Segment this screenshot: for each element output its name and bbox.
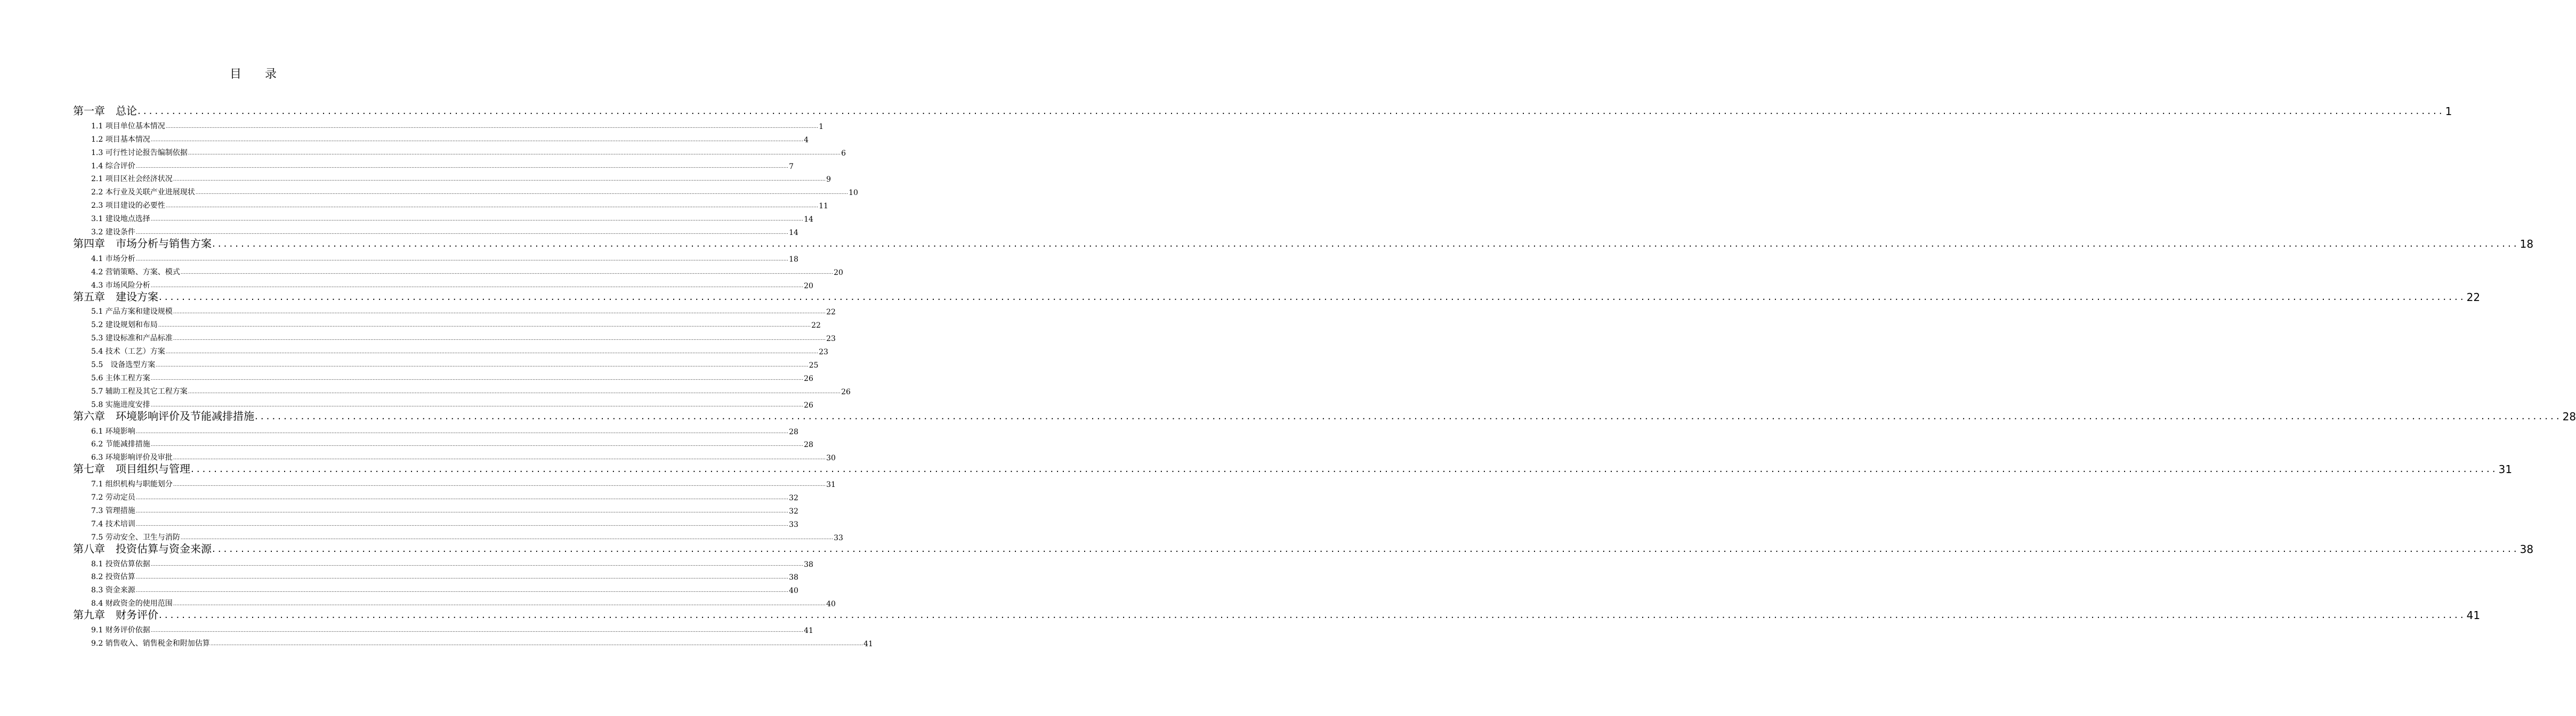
toc-section-entry[interactable] — [91, 173, 831, 184]
toc-entry-label: 第六章 环境影响评价及节能减排措施 — [73, 409, 254, 422]
toc-dot-leader: ................................................................................................................................................................................................................................................................................................................................................................................................................ — [195, 190, 849, 196]
toc-dot-leader: ................................................................................................................................................................................................................................................................................................................................................................................................................ — [173, 336, 826, 342]
toc-page-number: 31 — [2498, 463, 2513, 476]
toc-page-number: 23 — [826, 335, 836, 344]
toc-page-number: 41 — [804, 626, 813, 635]
toc-page-number: 38 — [2520, 542, 2534, 556]
toc-entry-label: 8.2 投资估算 — [91, 573, 135, 582]
toc-section-entry[interactable] — [91, 306, 836, 317]
toc-entry-label: 第七章 项目组织与管理 — [73, 462, 190, 476]
toc-dot-leader: ................................................................................................................................................................................................................................................................................................................................................................................................................ — [188, 150, 841, 156]
toc-entry-label: 4.3 市场风险分析 — [91, 281, 150, 290]
toc-dot-leader: ................................................................................................................................................................................................................................................................................................................................................................................................................ — [165, 204, 819, 209]
toc-section-entry[interactable] — [91, 332, 836, 344]
toc-page-number: 18 — [2520, 237, 2534, 250]
toc-section-entry[interactable] — [91, 134, 809, 144]
toc-dot-leader: ................................................................................................................................................................................................................................................................................................................................................................................................................ — [165, 124, 819, 129]
toc-entry-label: 2.2 本行业及关联产业进展现状 — [91, 188, 195, 197]
toc-entry-label: 5.2 建设规划和布局 — [91, 321, 158, 330]
toc-section-entry[interactable] — [91, 160, 794, 171]
toc-section-entry[interactable] — [91, 505, 798, 516]
toc-entry-label: 第五章 建设方案 — [73, 290, 158, 303]
toc-page-number: 7 — [789, 162, 794, 171]
toc-entry-label: 7.5 劳动安全、卫生与消防 — [91, 533, 180, 542]
toc-chapter-entry[interactable] — [73, 408, 2576, 423]
toc-section-entry[interactable] — [91, 319, 821, 330]
toc-page-number: 9 — [826, 175, 831, 184]
toc-dot-leader: ................................................................................................................................................................................................................................................................................................................................................................................................................ — [173, 310, 826, 315]
toc-page-number: 28 — [789, 427, 798, 436]
toc-page-number: 40 — [826, 600, 836, 609]
toc-entry-label: 7.1 组织机构与职能划分 — [91, 480, 173, 489]
toc-section-entry[interactable] — [91, 213, 813, 224]
toc-section-entry[interactable] — [91, 624, 813, 635]
toc-chapter-entry[interactable] — [73, 235, 2534, 250]
toc-entry-label: 7.2 劳动定员 — [91, 493, 135, 502]
toc-page-number: 26 — [804, 374, 813, 383]
toc-entry-label: 2.3 项目建设的必要性 — [91, 201, 165, 210]
toc-dot-leader: ................................................................................................................................................................................................................................................................................................................................................................................................................ — [180, 270, 834, 275]
toc-entry-label: 9.2 销售收入、销售税金和附加估算 — [91, 639, 210, 648]
toc-page-number: 6 — [841, 149, 846, 158]
toc-section-entry[interactable] — [91, 558, 813, 569]
toc-page-number: 33 — [834, 533, 843, 542]
toc-entry-label: 第一章 总论 — [73, 104, 137, 117]
toc-page-number: 1 — [819, 122, 823, 131]
toc-dot-leader: ................................................................................................................................................................................................................................................................................................................................................................................................................ — [173, 601, 826, 607]
toc-page-number: 26 — [804, 401, 813, 410]
toc-entry-label: 2.1 项目区社会经济状况 — [91, 175, 173, 184]
toc-section-entry[interactable] — [91, 346, 828, 357]
toc-entry-label: 9.1 财务评价依据 — [91, 626, 150, 634]
toc-page-number: 32 — [789, 507, 798, 516]
toc-section-entry[interactable] — [91, 200, 828, 211]
toc-entry-label: 5.3 建设标准和产品标准 — [91, 334, 173, 343]
toc-entry-label: 5.8 实施进度安排 — [91, 400, 150, 409]
toc-section-entry[interactable] — [91, 426, 798, 436]
toc-dot-leader: ................................................................................................................................................................................................................................................................................................................................................................................................................ — [158, 323, 811, 329]
toc-entry-label: 6.2 节能减排措施 — [91, 440, 150, 449]
toc-dot-leader: ................................................................................................................................................................................................................................................................................................................................................................................................................ — [150, 217, 804, 223]
toc-page-number: 38 — [789, 573, 798, 582]
toc-entry-label: 8.4 财政资金的使用范围 — [91, 599, 173, 608]
toc-dot-leader: ................................................................................................................................................................................................................................................................................................................................................................................................................ — [138, 105, 2445, 117]
toc-entry-label: 4.2 营销策略、方案、模式 — [91, 267, 180, 276]
toc-page-number: 33 — [789, 520, 798, 529]
toc-dot-leader: ................................................................................................................................................................................................................................................................................................................................................................................................................ — [188, 389, 841, 395]
toc-page-number: 41 — [2466, 609, 2481, 622]
toc-dot-leader: ................................................................................................................................................................................................................................................................................................................................................................................................................ — [135, 508, 789, 514]
toc-dot-leader: ................................................................................................................................................................................................................................................................................................................................................................................................................ — [150, 376, 804, 381]
toc-dot-leader: ................................................................................................................................................................................................................................................................................................................................................................................................................ — [159, 291, 2466, 303]
toc-entry-label: 第八章 投资估算与资金来源 — [73, 542, 212, 555]
toc-chapter-entry[interactable] — [73, 607, 2481, 622]
toc-page-number: 22 — [811, 321, 821, 330]
toc-page-number: 26 — [841, 387, 851, 396]
toc-entry-label: 5.6 主体工程方案 — [91, 373, 150, 383]
toc-entry-label: 1.1 项目单位基本情况 — [91, 121, 165, 131]
toc-section-entry[interactable] — [91, 147, 846, 158]
toc-section-entry[interactable] — [91, 359, 819, 370]
toc-dot-leader: ................................................................................................................................................................................................................................................................................................................................................................................................................ — [255, 410, 2562, 422]
toc-dot-leader: ................................................................................................................................................................................................................................................................................................................................................................................................................ — [135, 429, 789, 435]
toc-page-number: 32 — [789, 494, 798, 502]
toc-page-number: 41 — [863, 639, 873, 648]
toc-entry-label: 5.7 辅助工程及其它工程方案 — [91, 387, 188, 396]
toc-entry-label: 1.2 项目基本情况 — [91, 135, 150, 144]
toc-entry-label: 7.4 技术培训 — [91, 519, 135, 528]
toc-page-number: 38 — [804, 560, 813, 569]
toc-dot-leader: ................................................................................................................................................................................................................................................................................................................................................................................................................ — [135, 588, 789, 594]
toc-entry-label: 1.3 可行性讨论报告编制依据 — [91, 148, 188, 157]
toc-section-entry[interactable] — [91, 492, 798, 502]
toc-page-number: 28 — [804, 441, 813, 450]
toc-dot-leader: ................................................................................................................................................................................................................................................................................................................................................................................................................ — [135, 256, 789, 262]
toc-dot-leader: ................................................................................................................................................................................................................................................................................................................................................................................................................ — [156, 363, 809, 368]
toc-entry-label: 6.3 环境影响评价及审批 — [91, 453, 173, 462]
toc-dot-leader: ................................................................................................................................................................................................................................................................................................................................................................................................................ — [150, 562, 804, 567]
toc-page-number: 25 — [809, 361, 819, 370]
toc-chapter-entry[interactable] — [73, 541, 2534, 556]
toc-page-number: 14 — [789, 229, 798, 237]
toc-dot-leader: ................................................................................................................................................................................................................................................................................................................................................................................................................ — [150, 628, 804, 633]
toc-dot-leader: ................................................................................................................................................................................................................................................................................................................................................................................................................ — [165, 349, 819, 355]
toc-entry-label: 3.1 建设地点选择 — [91, 215, 150, 224]
toc-section-entry[interactable] — [91, 266, 843, 277]
toc-page-number: 30 — [826, 454, 836, 463]
toc-entry-label: 7.3 管理措施 — [91, 506, 135, 515]
toc-dot-leader: ................................................................................................................................................................................................................................................................................................................................................................................................................ — [173, 482, 826, 488]
toc-page-number: 1 — [2445, 104, 2452, 118]
toc-entry-label: 6.1 环境影响 — [91, 427, 135, 436]
toc-page-number: 40 — [789, 587, 798, 596]
toc-dot-leader: ................................................................................................................................................................................................................................................................................................................................................................................................................ — [135, 230, 789, 235]
toc-page-number: 28 — [2562, 410, 2576, 423]
toc-dot-leader: ................................................................................................................................................................................................................................................................................................................................................................................................................ — [212, 543, 2520, 555]
toc-page-number: 22 — [826, 308, 836, 317]
toc-page-number: 20 — [804, 281, 813, 290]
toc-section-entry[interactable] — [91, 386, 851, 396]
toc-entry-label: 3.2 建设条件 — [91, 228, 135, 237]
toc-section-entry[interactable] — [91, 186, 858, 198]
toc-section-entry[interactable] — [91, 584, 798, 596]
toc-page-number: 22 — [2466, 290, 2481, 304]
toc-chapter-entry[interactable] — [73, 461, 2513, 476]
toc-dot-leader: ................................................................................................................................................................................................................................................................................................................................................................................................................ — [150, 283, 804, 289]
toc-dot-leader: ................................................................................................................................................................................................................................................................................................................................................................................................................ — [135, 164, 789, 169]
toc-dot-leader: ................................................................................................................................................................................................................................................................................................................................................................................................................ — [173, 177, 826, 183]
toc-entry-label: 5.5 设备选型方案 — [91, 361, 156, 369]
toc-entry-label: 8.1 投资估算依据 — [91, 559, 150, 568]
toc-entry-label: 8.3 资金来源 — [91, 586, 135, 595]
toc-dot-leader: ................................................................................................................................................................................................................................................................................................................................................................................................................ — [191, 463, 2498, 475]
toc-section-entry[interactable] — [91, 253, 798, 264]
toc-page-number: 18 — [789, 255, 798, 264]
toc-dot-leader: ................................................................................................................................................................................................................................................................................................................................................................................................................ — [150, 442, 804, 448]
toc-entry-label: 1.4 综合评价 — [91, 161, 135, 170]
toc-page-number: 10 — [849, 189, 858, 198]
toc-dot-leader: ................................................................................................................................................................................................................................................................................................................................................................................................................ — [150, 402, 804, 408]
toc-entry-label: 4.1 市场分析 — [91, 254, 135, 263]
toc-section-entry[interactable] — [91, 478, 836, 490]
toc-section-entry[interactable] — [91, 372, 813, 383]
toc-page-number: 11 — [819, 202, 828, 211]
toc-dot-leader: ................................................................................................................................................................................................................................................................................................................................................................................................................ — [173, 455, 826, 461]
toc-chapter-entry[interactable] — [73, 289, 2481, 304]
toc-page-number: 20 — [834, 268, 843, 277]
toc-section-entry[interactable] — [91, 120, 823, 131]
toc-page-number: 31 — [826, 481, 836, 490]
toc-entry-label: 第九章 财务评价 — [73, 608, 158, 622]
toc-title: 目 录 — [229, 68, 277, 81]
toc-entry-label: 5.1 产品方案和建设规模 — [91, 307, 173, 316]
toc-dot-leader: ................................................................................................................................................................................................................................................................................................................................................................................................................ — [210, 641, 863, 647]
toc-page-number: 4 — [804, 135, 809, 144]
toc-section-entry[interactable] — [91, 518, 798, 529]
toc-dot-leader: ................................................................................................................................................................................................................................................................................................................................................................................................................ — [180, 535, 834, 541]
toc-section-entry[interactable] — [91, 571, 798, 582]
toc-page-number: 23 — [819, 348, 828, 357]
toc-dot-leader: ................................................................................................................................................................................................................................................................................................................................................................................................................ — [150, 137, 804, 143]
toc-dot-leader: ................................................................................................................................................................................................................................................................................................................................................................................................................ — [135, 522, 789, 527]
toc-dot-leader: ................................................................................................................................................................................................................................................................................................................................................................................................................ — [159, 609, 2466, 621]
toc-dot-leader: ................................................................................................................................................................................................................................................................................................................................................................................................................ — [135, 575, 789, 581]
toc-section-entry[interactable] — [91, 438, 813, 450]
toc-entry-label: 5.4 技术（工艺）方案 — [91, 347, 165, 356]
toc-entry-label: 第四章 市场分析与销售方案 — [73, 237, 212, 250]
toc-dot-leader: ................................................................................................................................................................................................................................................................................................................................................................................................................ — [212, 238, 2520, 249]
toc-dot-leader: ................................................................................................................................................................................................................................................................................................................................................................................................................ — [135, 495, 789, 501]
toc-page-number: 14 — [804, 215, 813, 224]
toc-chapter-entry[interactable] — [73, 103, 2452, 118]
toc-section-entry[interactable] — [91, 638, 873, 648]
